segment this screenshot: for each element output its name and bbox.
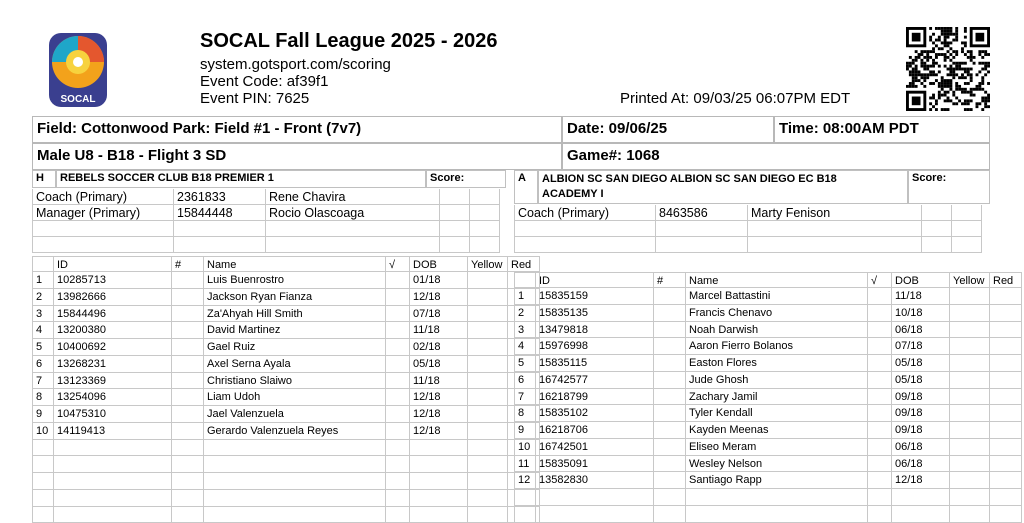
player-cell (172, 272, 204, 289)
player-number: 1 (32, 272, 54, 289)
away-team-name: ALBION SC SAN DIEGO ALBION SC SAN DIEGO EC B18 ACADEMY I (538, 170, 908, 204)
player-cell (950, 372, 990, 389)
player-cell (950, 506, 990, 523)
player-number: 12 (514, 472, 536, 489)
player-cell (950, 288, 990, 305)
player-number (32, 473, 54, 490)
staff-cell (952, 237, 982, 253)
player-cell (468, 289, 508, 306)
column-header: Yellow (950, 272, 990, 288)
player-number (32, 490, 54, 507)
player-cell (468, 272, 508, 289)
player-number: 2 (32, 289, 54, 306)
player-cell (950, 489, 990, 506)
printed-at: Printed At: 09/03/25 06:07PM EDT (620, 90, 850, 107)
column-header: Red (508, 256, 540, 272)
player-cell (990, 338, 1022, 355)
field-info: Field: Cottonwood Park: Field #1 - Front (7v7) (32, 116, 562, 143)
player-number: 4 (32, 322, 54, 339)
staff-cell (748, 237, 922, 253)
player-cell (172, 456, 204, 473)
player-number: 10 (514, 439, 536, 456)
player-id: 13123369 (54, 373, 172, 390)
player-cell (654, 389, 686, 406)
player-name: Gael Ruiz (204, 339, 386, 356)
staff-cell (470, 205, 500, 221)
player-cell (990, 288, 1022, 305)
home-score-label: Score: (426, 170, 506, 188)
player-name (204, 490, 386, 507)
player-cell (386, 440, 410, 457)
player-cell (386, 272, 410, 289)
column-header: Name (686, 272, 868, 288)
player-cell (386, 289, 410, 306)
player-cell (950, 439, 990, 456)
player-cell (990, 456, 1022, 473)
player-id: 10400692 (54, 339, 172, 356)
player-cell (868, 305, 892, 322)
player-cell (990, 305, 1022, 322)
player-cell (950, 405, 990, 422)
player-cell (386, 473, 410, 490)
player-cell (868, 288, 892, 305)
player-number: 8 (32, 389, 54, 406)
staff-cell (656, 221, 748, 237)
player-number: 3 (32, 306, 54, 323)
player-cell (654, 456, 686, 473)
column-header: DOB (410, 256, 468, 272)
player-cell (654, 322, 686, 339)
player-name: Za'Ahyah Hill Smith (204, 306, 386, 323)
player-dob: 06/18 (892, 456, 950, 473)
match-time: Time: 08:00AM PDT (774, 116, 990, 143)
player-id: 15835115 (536, 355, 654, 372)
player-id: 13582830 (536, 472, 654, 489)
column-header: √ (868, 272, 892, 288)
player-name: Francis Chenavo (686, 305, 868, 322)
player-cell (386, 507, 410, 523)
player-name: Aaron Fierro Bolanos (686, 338, 868, 355)
player-cell (868, 422, 892, 439)
player-cell (868, 338, 892, 355)
column-header: DOB (892, 272, 950, 288)
player-cell (386, 389, 410, 406)
player-name: Zachary Jamil (686, 389, 868, 406)
player-id: 16742577 (536, 372, 654, 389)
player-dob: 09/18 (892, 422, 950, 439)
player-cell (386, 373, 410, 390)
player-number: 8 (514, 405, 536, 422)
player-id (536, 506, 654, 523)
player-id: 10285713 (54, 272, 172, 289)
player-name (204, 507, 386, 523)
staff-id: 8463586 (656, 205, 748, 221)
player-cell (386, 406, 410, 423)
player-name: Tyler Kendall (686, 405, 868, 422)
player-cell (172, 373, 204, 390)
column-header: Red (990, 272, 1022, 288)
player-cell (990, 489, 1022, 506)
staff-cell (470, 189, 500, 205)
player-id: 14119413 (54, 423, 172, 440)
qr-code-icon (906, 27, 990, 111)
staff-cell (32, 237, 174, 253)
player-name (686, 489, 868, 506)
player-cell (172, 322, 204, 339)
player-cell (868, 489, 892, 506)
staff-cell (174, 221, 266, 237)
scoring-url: system.gotsport.com/scoring (200, 56, 391, 73)
player-dob (410, 440, 468, 457)
column-header: Name (204, 256, 386, 272)
event-pin: Event PIN: 7625 (200, 90, 309, 107)
player-cell (654, 472, 686, 489)
player-name (686, 506, 868, 523)
player-number (32, 456, 54, 473)
player-number (32, 507, 54, 523)
column-header: # (172, 256, 204, 272)
staff-cell (440, 205, 470, 221)
player-cell (950, 389, 990, 406)
socal-logo-icon (48, 32, 108, 108)
player-name: Jackson Ryan Fianza (204, 289, 386, 306)
player-id (54, 440, 172, 457)
header-cell (32, 256, 54, 272)
player-dob: 12/18 (892, 472, 950, 489)
staff-cell (748, 221, 922, 237)
player-name: David Martinez (204, 322, 386, 339)
player-name: Jude Ghosh (686, 372, 868, 389)
player-cell (468, 490, 508, 507)
player-cell (990, 506, 1022, 523)
player-id: 15844496 (54, 306, 172, 323)
staff-cell (32, 221, 174, 237)
player-dob: 11/18 (410, 322, 468, 339)
player-id (536, 489, 654, 506)
player-number: 11 (514, 456, 536, 473)
player-cell (990, 405, 1022, 422)
player-cell (468, 389, 508, 406)
player-dob (892, 506, 950, 523)
player-dob: 11/18 (892, 288, 950, 305)
player-dob: 07/18 (410, 306, 468, 323)
player-name: Noah Darwish (686, 322, 868, 339)
player-dob: 09/18 (892, 389, 950, 406)
player-cell (654, 422, 686, 439)
player-cell (172, 490, 204, 507)
player-cell (172, 389, 204, 406)
player-cell (990, 355, 1022, 372)
player-dob: 06/18 (892, 439, 950, 456)
player-id: 13982666 (54, 289, 172, 306)
player-cell (654, 338, 686, 355)
player-cell (468, 373, 508, 390)
match-date: Date: 09/06/25 (562, 116, 774, 143)
player-dob: 09/18 (892, 405, 950, 422)
staff-cell (514, 221, 656, 237)
header-cell (514, 272, 536, 288)
player-cell (468, 440, 508, 457)
player-name: Easton Flores (686, 355, 868, 372)
player-id: 15835091 (536, 456, 654, 473)
staff-cell (922, 237, 952, 253)
staff-cell (440, 189, 470, 205)
player-cell (172, 356, 204, 373)
staff-name: Rene Chavira (266, 189, 440, 205)
player-id: 15835159 (536, 288, 654, 305)
staff-cell (470, 221, 500, 237)
event-code: Event Code: af39f1 (200, 73, 328, 90)
player-cell (172, 289, 204, 306)
player-name: Kayden Meenas (686, 422, 868, 439)
player-name: Jael Valenzuela (204, 406, 386, 423)
player-dob (892, 489, 950, 506)
player-id: 10475310 (54, 406, 172, 423)
staff-role: Coach (Primary) (514, 205, 656, 221)
player-name (204, 440, 386, 457)
player-name: Wesley Nelson (686, 456, 868, 473)
player-cell (990, 472, 1022, 489)
player-id: 13254096 (54, 389, 172, 406)
staff-cell (470, 237, 500, 253)
staff-id: 15844448 (174, 205, 266, 221)
player-cell (868, 472, 892, 489)
staff-role: Coach (Primary) (32, 189, 174, 205)
player-name (204, 473, 386, 490)
player-name: Axel Serna Ayala (204, 356, 386, 373)
player-id (54, 473, 172, 490)
player-name: Eliseo Meram (686, 439, 868, 456)
staff-cell (266, 221, 440, 237)
player-cell (950, 422, 990, 439)
player-dob: 12/18 (410, 289, 468, 306)
player-number: 6 (514, 372, 536, 389)
player-cell (654, 405, 686, 422)
player-cell (990, 422, 1022, 439)
player-cell (468, 473, 508, 490)
staff-cell (656, 237, 748, 253)
column-header: Yellow (468, 256, 508, 272)
player-cell (950, 305, 990, 322)
player-id: 16742501 (536, 439, 654, 456)
player-number: 9 (514, 422, 536, 439)
staff-cell (440, 237, 470, 253)
staff-cell (952, 221, 982, 237)
player-number: 9 (32, 406, 54, 423)
away-side-label: A (514, 170, 538, 204)
player-cell (950, 472, 990, 489)
player-cell (868, 355, 892, 372)
player-cell (868, 372, 892, 389)
staff-name: Marty Fenison (748, 205, 922, 221)
division: Male U8 - B18 - Flight 3 SD (32, 143, 562, 170)
staff-cell (922, 221, 952, 237)
player-cell (468, 507, 508, 523)
staff-cell (266, 237, 440, 253)
player-name: Christiano Slaiwo (204, 373, 386, 390)
player-cell (950, 456, 990, 473)
player-cell (386, 322, 410, 339)
player-cell (654, 372, 686, 389)
player-id (54, 456, 172, 473)
player-dob: 12/18 (410, 406, 468, 423)
player-cell (654, 305, 686, 322)
player-cell (950, 322, 990, 339)
player-dob: 12/18 (410, 389, 468, 406)
player-number: 7 (32, 373, 54, 390)
player-cell (468, 456, 508, 473)
player-dob: 11/18 (410, 373, 468, 390)
home-team-name: REBELS SOCCER CLUB B18 PREMIER 1 (56, 170, 426, 188)
player-cell (868, 389, 892, 406)
staff-cell (514, 237, 656, 253)
player-cell (172, 406, 204, 423)
player-cell (172, 339, 204, 356)
player-cell (868, 506, 892, 523)
logo-text: SOCAL (61, 94, 96, 105)
column-header: √ (386, 256, 410, 272)
page-title: SOCAL Fall League 2025 - 2026 (200, 30, 498, 53)
column-header: ID (536, 272, 654, 288)
player-cell (468, 339, 508, 356)
player-id (54, 507, 172, 523)
player-number: 3 (514, 322, 536, 339)
player-cell (386, 306, 410, 323)
away-score-label: Score: (908, 170, 990, 204)
player-number (514, 489, 536, 506)
player-name: Santiago Rapp (686, 472, 868, 489)
player-dob: 02/18 (410, 339, 468, 356)
player-number: 1 (514, 288, 536, 305)
player-name (204, 456, 386, 473)
staff-id: 2361833 (174, 189, 266, 205)
player-cell (468, 322, 508, 339)
player-cell (468, 406, 508, 423)
player-cell (468, 423, 508, 440)
player-number: 10 (32, 423, 54, 440)
game-number: Game#: 1068 (562, 143, 990, 170)
player-name: Marcel Battastini (686, 288, 868, 305)
player-id: 13200380 (54, 322, 172, 339)
player-name: Gerardo Valenzuela Reyes (204, 423, 386, 440)
player-dob (410, 507, 468, 523)
player-number: 7 (514, 389, 536, 406)
player-number (514, 506, 536, 523)
player-cell (172, 423, 204, 440)
player-name: Liam Udoh (204, 389, 386, 406)
player-dob: 06/18 (892, 322, 950, 339)
player-cell (172, 507, 204, 523)
player-id: 16218799 (536, 389, 654, 406)
player-cell (654, 439, 686, 456)
staff-name: Rocio Olascoaga (266, 205, 440, 221)
player-id: 15976998 (536, 338, 654, 355)
player-cell (654, 355, 686, 372)
staff-role: Manager (Primary) (32, 205, 174, 221)
player-cell (990, 322, 1022, 339)
player-dob (410, 490, 468, 507)
player-cell (468, 356, 508, 373)
player-dob: 05/18 (892, 372, 950, 389)
column-header: # (654, 272, 686, 288)
player-id: 16218706 (536, 422, 654, 439)
player-cell (990, 372, 1022, 389)
player-dob: 05/18 (892, 355, 950, 372)
player-cell (172, 306, 204, 323)
staff-cell (922, 205, 952, 221)
player-cell (468, 306, 508, 323)
player-cell (386, 356, 410, 373)
player-cell (950, 338, 990, 355)
player-cell (172, 473, 204, 490)
player-name: Luis Buenrostro (204, 272, 386, 289)
player-cell (950, 355, 990, 372)
player-number: 6 (32, 356, 54, 373)
staff-cell (952, 205, 982, 221)
player-dob: 07/18 (892, 338, 950, 355)
player-cell (990, 439, 1022, 456)
column-header: ID (54, 256, 172, 272)
staff-cell (174, 237, 266, 253)
player-cell (172, 440, 204, 457)
player-cell (868, 456, 892, 473)
player-dob (410, 473, 468, 490)
staff-cell (440, 221, 470, 237)
player-cell (990, 389, 1022, 406)
home-side-label: H (32, 170, 56, 188)
player-id: 15835102 (536, 405, 654, 422)
player-number (32, 440, 54, 457)
player-id (54, 490, 172, 507)
player-dob: 10/18 (892, 305, 950, 322)
player-cell (386, 490, 410, 507)
player-dob: 12/18 (410, 423, 468, 440)
player-cell (654, 489, 686, 506)
player-id: 15835135 (536, 305, 654, 322)
player-cell (654, 288, 686, 305)
player-cell (868, 405, 892, 422)
player-cell (654, 506, 686, 523)
player-number: 2 (514, 305, 536, 322)
player-cell (868, 322, 892, 339)
player-cell (386, 339, 410, 356)
player-dob: 01/18 (410, 272, 468, 289)
player-number: 4 (514, 338, 536, 355)
player-cell (868, 439, 892, 456)
player-id: 13479818 (536, 322, 654, 339)
player-id: 13268231 (54, 356, 172, 373)
player-number: 5 (514, 355, 536, 372)
player-dob (410, 456, 468, 473)
player-dob: 05/18 (410, 356, 468, 373)
player-cell (386, 456, 410, 473)
player-number: 5 (32, 339, 54, 356)
player-cell (386, 423, 410, 440)
